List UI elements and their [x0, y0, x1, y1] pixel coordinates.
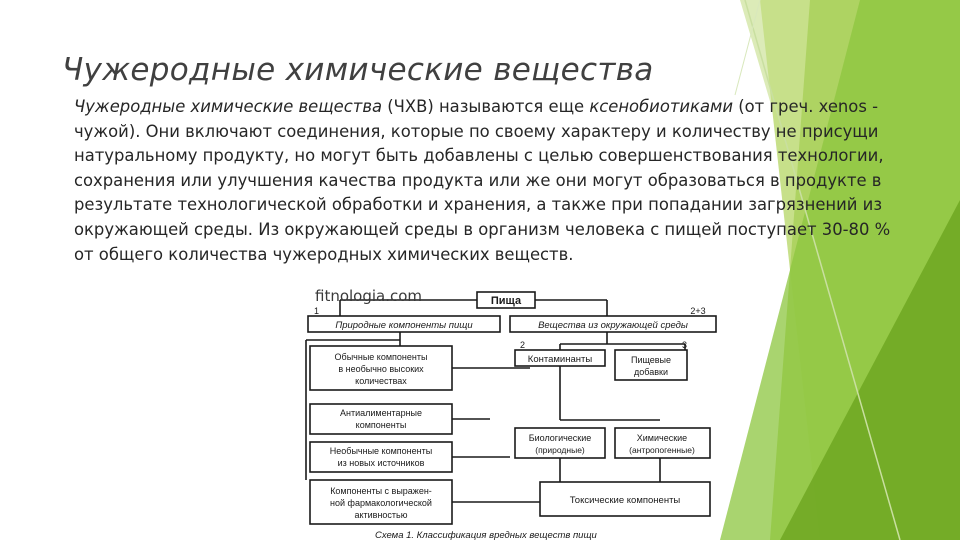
additives-label-1: Пищевые: [630, 355, 672, 365]
contaminants-number: 2: [520, 340, 526, 350]
term-italic: Чужеродные химические вещества: [74, 97, 383, 116]
classification-scheme: [300, 290, 720, 540]
biological-label-1: Биологические: [528, 433, 592, 443]
left-item-2-line-1: Антиалиментарные: [339, 408, 423, 418]
paragraph-part-1: (ЧХВ) называются еще: [382, 97, 590, 116]
left-branch-number: 1: [314, 306, 320, 316]
chemical-label-2: (антропогенные): [629, 445, 695, 455]
left-branch-label: Природные компоненты пищи: [335, 320, 473, 331]
left-item-1-line-2: в необычно высоких: [338, 364, 424, 374]
left-item-4-line-3: активностью: [354, 510, 408, 520]
right-branch-label: Вещества из окружающей среды: [538, 320, 688, 331]
left-item-1-line-1: Обычные компоненты: [334, 352, 428, 362]
right-branch-number: 2+3: [690, 306, 706, 316]
contaminants-label: Контаминанты: [527, 354, 593, 365]
left-item-4-line-1: Компоненты с выражен-: [330, 486, 432, 496]
watermark-text: fitnologia.com: [315, 287, 423, 305]
additives-number: 3: [682, 340, 688, 350]
left-item-3-line-2: из новых источников: [337, 458, 425, 468]
left-item-3-line-1: Необычные компоненты: [329, 446, 433, 456]
chemical-label-1: Химические: [636, 433, 688, 443]
toxic-components-label: Токсические компоненты: [569, 495, 681, 506]
left-item-1-line-3: количествах: [355, 376, 407, 386]
biological-label-2: (природные): [535, 445, 585, 455]
slide-paragraph: [74, 95, 904, 267]
paragraph-part-2: (от греч. xenos - чужой). Они включают соединения, которые по своему характеру и количеству не присущи натуральному продукту, но могут быть добавлены с целью совершенствования технологии, сохранения или улучшения качества продукта или же они могут образоваться в продукте в результате технологической обработки и хранения, а также при попадании загрязнений из окружающей среды. Из окружающей среды в организм человека с пищей поступает 30-80 % от общего количества чужеродных химических веществ.: [74, 97, 891, 264]
additives-label-2: добавки: [634, 367, 668, 377]
scheme-caption: Схема 1. Классификация вредных веществ пищи: [375, 530, 597, 540]
left-item-2-line-2: компоненты: [355, 420, 407, 430]
root-label: Пища: [490, 295, 522, 307]
slide-title: Чужеродные химические вещества: [62, 52, 654, 88]
left-item-4-line-2: ной фармакологической: [330, 498, 432, 508]
term2-italic: ксенобиотиками: [589, 97, 734, 116]
